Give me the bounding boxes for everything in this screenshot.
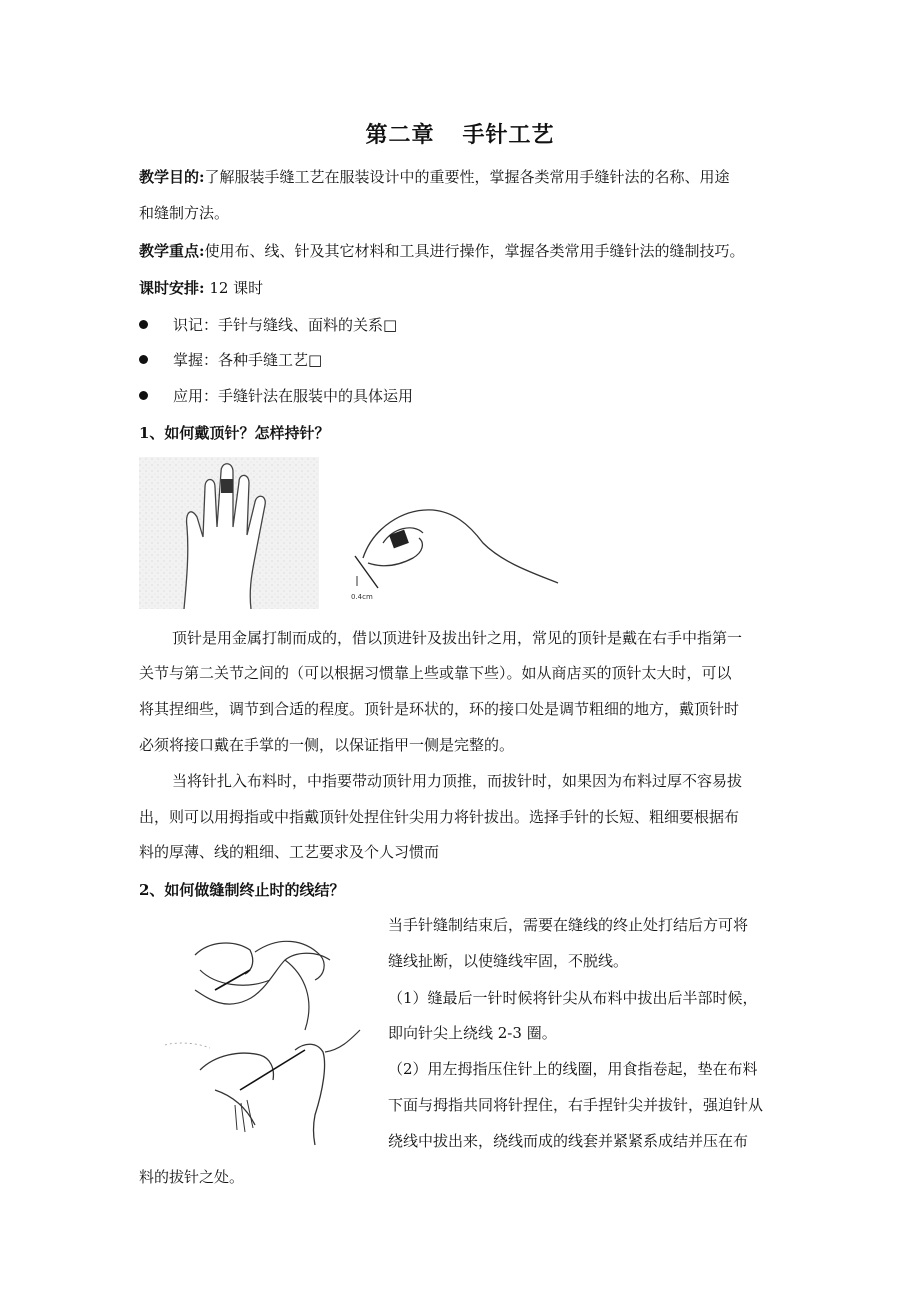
objective-text: 了解服装手缝工艺在服装设计中的重要性，掌握各类常用手缝针法的名称、用途 bbox=[204, 168, 730, 186]
section-2-step-1-line: （1）缝最后一针时候将针尖从布料中拔出后半部时候， bbox=[388, 989, 758, 1007]
bullet-dot-icon bbox=[139, 355, 148, 364]
section-1-paragraph-1-line: 关节与第二关节之间的（可以根据习惯靠上些或靠下些）。如从商店买的顶针太大时，可以 bbox=[139, 664, 732, 682]
needle-icon bbox=[240, 1050, 305, 1090]
chapter-name: 手针工艺 bbox=[462, 122, 555, 148]
thimble-icon bbox=[389, 530, 409, 549]
thimble-icon bbox=[221, 479, 233, 493]
objective-line-1 bbox=[139, 167, 730, 187]
section-1-paragraph-1-line: 将其捏细些，调节到合适的程度。顶针是环状的，环的接口处是调节粗细的地方，戴顶针时 bbox=[139, 700, 740, 718]
schedule-line bbox=[139, 278, 263, 298]
section-2-step-2-line: （2）用左拇指压住针上的线圈，用食指卷起，垫在布料 bbox=[388, 1060, 758, 1078]
bullet-dot-icon bbox=[139, 391, 148, 400]
bullet-dot-icon bbox=[139, 320, 148, 329]
section-1-paragraph-1-line: 必须将接口戴在手掌的一侧，以保证指甲一侧是完整的。 bbox=[139, 736, 515, 754]
bullet-text: 识记：手针与缝线、面料的关系□ bbox=[173, 316, 398, 334]
schedule-label: 课时安排: bbox=[139, 279, 205, 297]
bullet-text: 应用：手缝针法在服装中的具体运用 bbox=[173, 387, 414, 405]
section-1-paragraph-2-line: 料的厚薄、线的粗细、工艺要求及个人习惯而 bbox=[139, 843, 440, 861]
section-2-heading: 2、如何做缝制终止时的线结？ bbox=[139, 881, 345, 899]
section-2-intro-line: 缝线扯断，以使缝线牢固，不脱线。 bbox=[388, 952, 629, 970]
schedule-text: 12 课时 bbox=[209, 279, 264, 297]
focus-label: 教学重点: bbox=[139, 242, 205, 260]
measure-label: 0.4cm bbox=[351, 593, 373, 601]
section-2-step-1-line: 即向针尖上绕线 2-3 圈。 bbox=[388, 1024, 557, 1042]
objective-line-2: 和缝制方法。 bbox=[139, 204, 230, 222]
hand-thimble-illustration bbox=[139, 457, 319, 609]
focus-line bbox=[139, 241, 745, 261]
section-1-heading: 1、如何戴顶针？怎样持针？ bbox=[139, 424, 330, 442]
chapter-number: 第二章 bbox=[365, 122, 435, 148]
section-1-paragraph-2-line: 当将针扎入布料时，中指要带动顶针用力顶推，而拔针时，如果因为布料过厚不容易拔 bbox=[172, 772, 743, 790]
objective-label: 教学目的: bbox=[139, 168, 205, 186]
focus-text: 使用布、线、针及其它材料和工具进行操作，掌握各类常用手缝针法的缝制技巧。 bbox=[204, 242, 745, 260]
section-2-step-2-line: 绕线中拔出来，绕线而成的线套并紧紧系成结并压在布 bbox=[388, 1132, 749, 1150]
section-2-step-2-line: 下面与拇指共同将针捏住，右手捏针尖并拔针，强迫针从 bbox=[388, 1096, 764, 1114]
needle-icon bbox=[215, 970, 250, 990]
hand-holding-needle-illustration bbox=[343, 488, 563, 603]
bullet-text: 掌握：各种手缝工艺□ bbox=[173, 351, 323, 369]
chapter-title bbox=[0, 118, 920, 149]
section-2-intro-line: 当手针缝制结束后，需要在缝线的终止处打结后方可将 bbox=[388, 916, 749, 934]
section-1-paragraph-2-line: 出，则可以用拇指或中指戴顶针处捏住针尖用力将针拔出。选择手针的长短、粗细要根据布 bbox=[139, 808, 740, 826]
section-1-paragraph-1-line: 顶针是用金属打制而成的，借以顶进针及拔出针之用，常见的顶针是戴在右手中指第一 bbox=[172, 629, 743, 647]
knot-tying-illustration bbox=[155, 930, 370, 1150]
needle-icon bbox=[355, 556, 378, 588]
section-2-tail-line: 料的拔针之处。 bbox=[139, 1168, 245, 1186]
